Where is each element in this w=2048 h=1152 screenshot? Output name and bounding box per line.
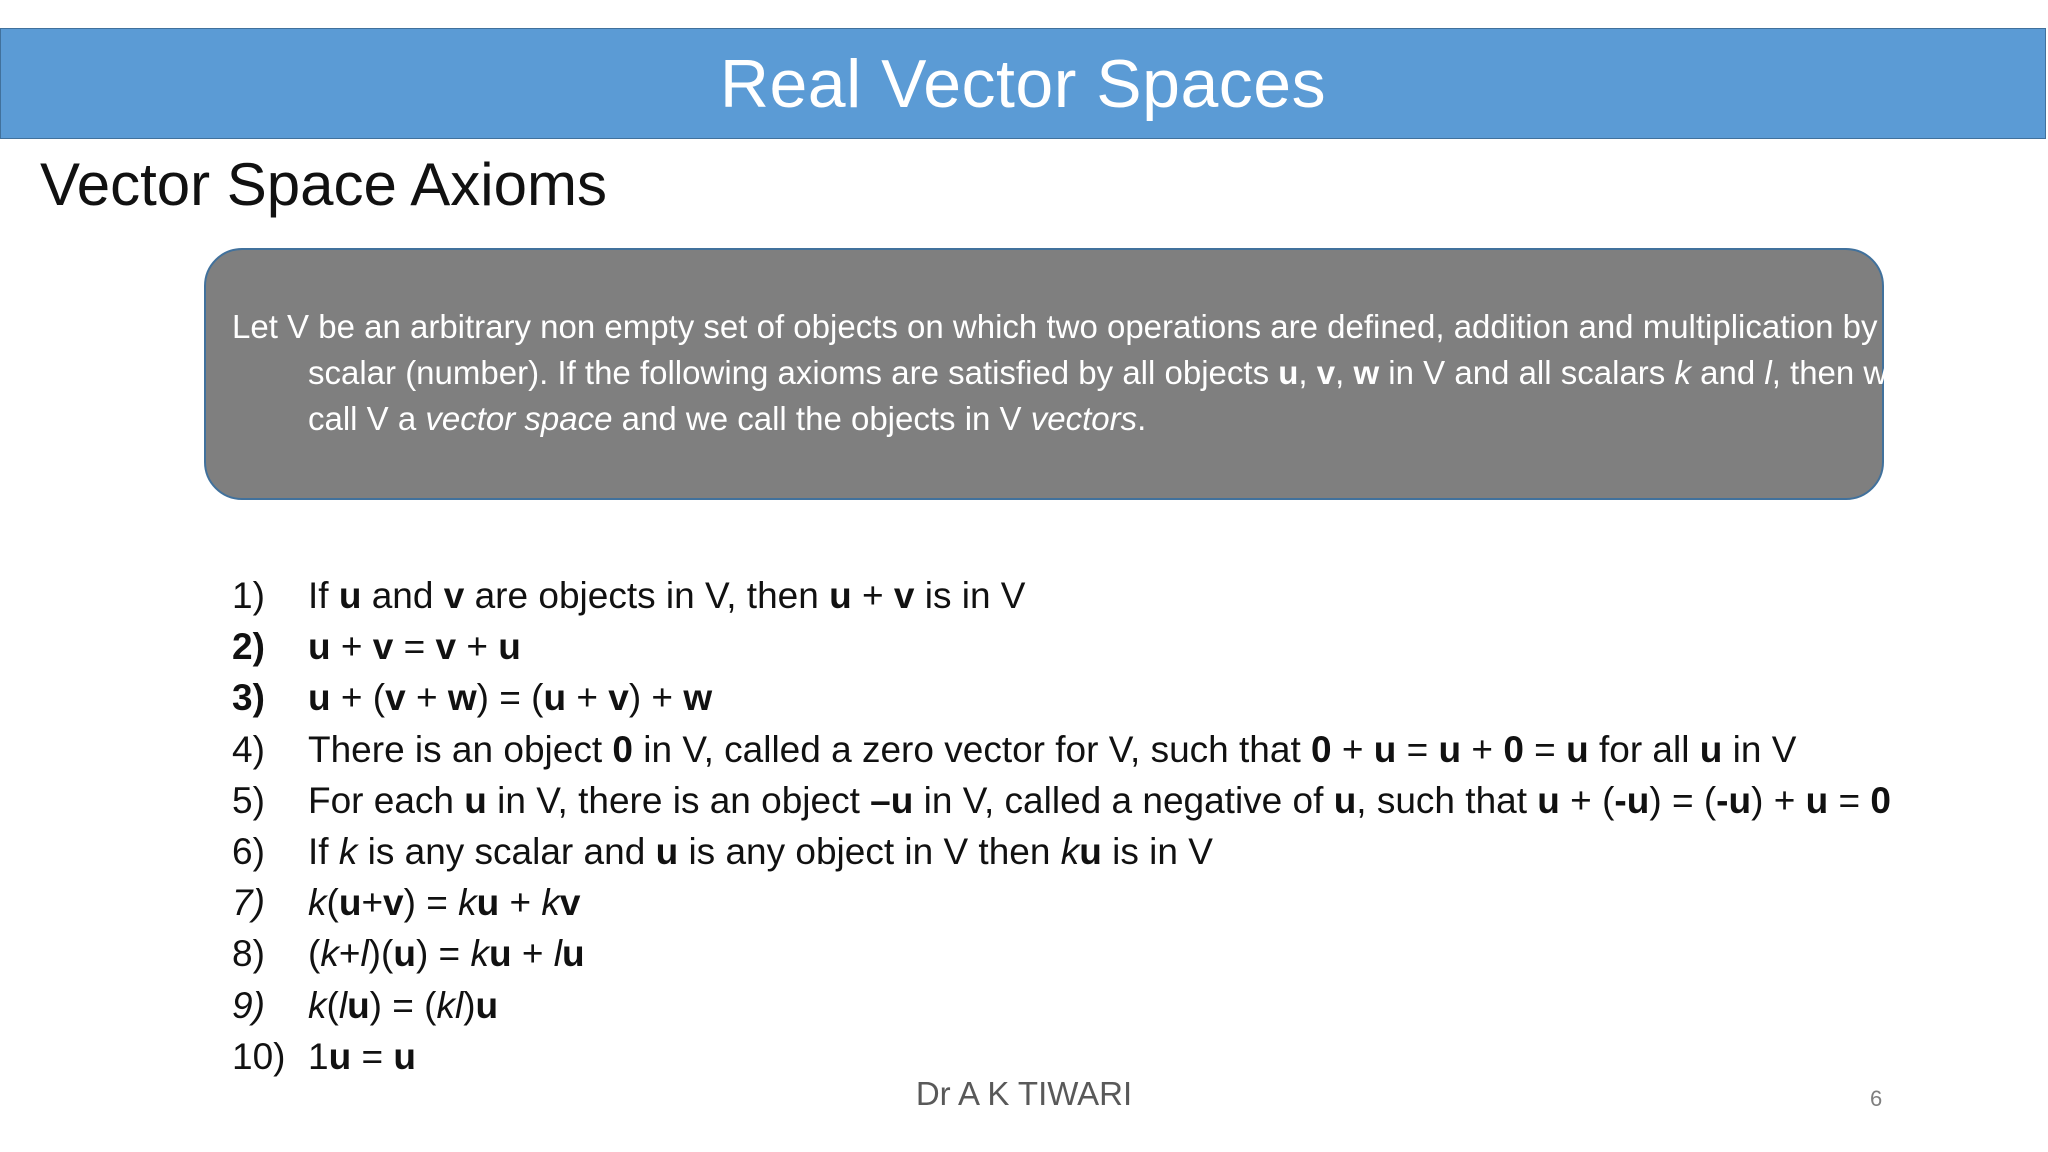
axiom-number: 7) — [232, 882, 265, 924]
axiom-number: 3) — [232, 677, 265, 719]
axiom-text: There is an object 0 in V, called a zero vector for V, such that 0 + u = u + 0 = u for all u in V — [308, 728, 1797, 770]
axiom-9 — [232, 980, 2012, 1031]
axiom-list — [232, 570, 2012, 1082]
slide-title: Real Vector Spaces — [719, 45, 1327, 122]
axiom-2 — [232, 621, 2012, 672]
axiom-number: 6) — [232, 831, 265, 873]
axiom-text: k(u+v) = ku + kv — [308, 882, 581, 924]
axiom-text: u + (v + w) = (u + v) + w — [308, 677, 713, 719]
axiom-text: If k is any scalar and u is any object in V then ku is in V — [308, 831, 1213, 873]
axiom-number: 5) — [232, 779, 265, 821]
axiom-number: 2) — [232, 626, 265, 668]
definition-text: Let V be an arbitrary non empty set of objects on which two operations are defined, addition and multiplication by scalar (number). If the following axioms are satisfied by all objects u, v, w in V and all scalars k and l, then we call V a vector space and we call the objects in V vectors. — [232, 308, 1906, 437]
page-number: 6 — [1870, 1086, 1883, 1111]
axiom-4 — [232, 724, 2012, 775]
axiom-text: For each u in V, there is an object –u in V, called a negative of u, such that u + (-u) = (-u) + u = 0 — [308, 779, 1891, 821]
axiom-number: 1) — [232, 575, 265, 616]
axiom-3 — [232, 672, 2012, 723]
axiom-7 — [232, 877, 2012, 928]
axiom-number: 8) — [232, 933, 265, 975]
axiom-1 — [232, 570, 2012, 621]
footer-author: Dr A K TIWARI — [915, 1075, 1133, 1112]
axiom-text: k(lu) = (kl)u — [308, 984, 499, 1026]
axiom-number: 4) — [232, 728, 265, 770]
axiom-text: 1u = u — [308, 1035, 416, 1077]
axiom-text: (k+l)(u) = ku + lu — [308, 933, 585, 975]
section-heading: Vector Space Axioms — [40, 151, 607, 218]
axiom-6 — [232, 826, 2012, 877]
axiom-8 — [232, 928, 2012, 979]
axiom-5 — [232, 775, 2012, 826]
axiom-text: u + v = v + u — [308, 626, 521, 668]
axiom-number: 10) — [232, 1035, 286, 1077]
definition-box — [204, 248, 1906, 500]
axiom-text: If u and v are objects in V, then u + v is in V — [308, 575, 1026, 616]
title-bar — [0, 28, 2046, 139]
axiom-number: 9) — [232, 984, 265, 1026]
